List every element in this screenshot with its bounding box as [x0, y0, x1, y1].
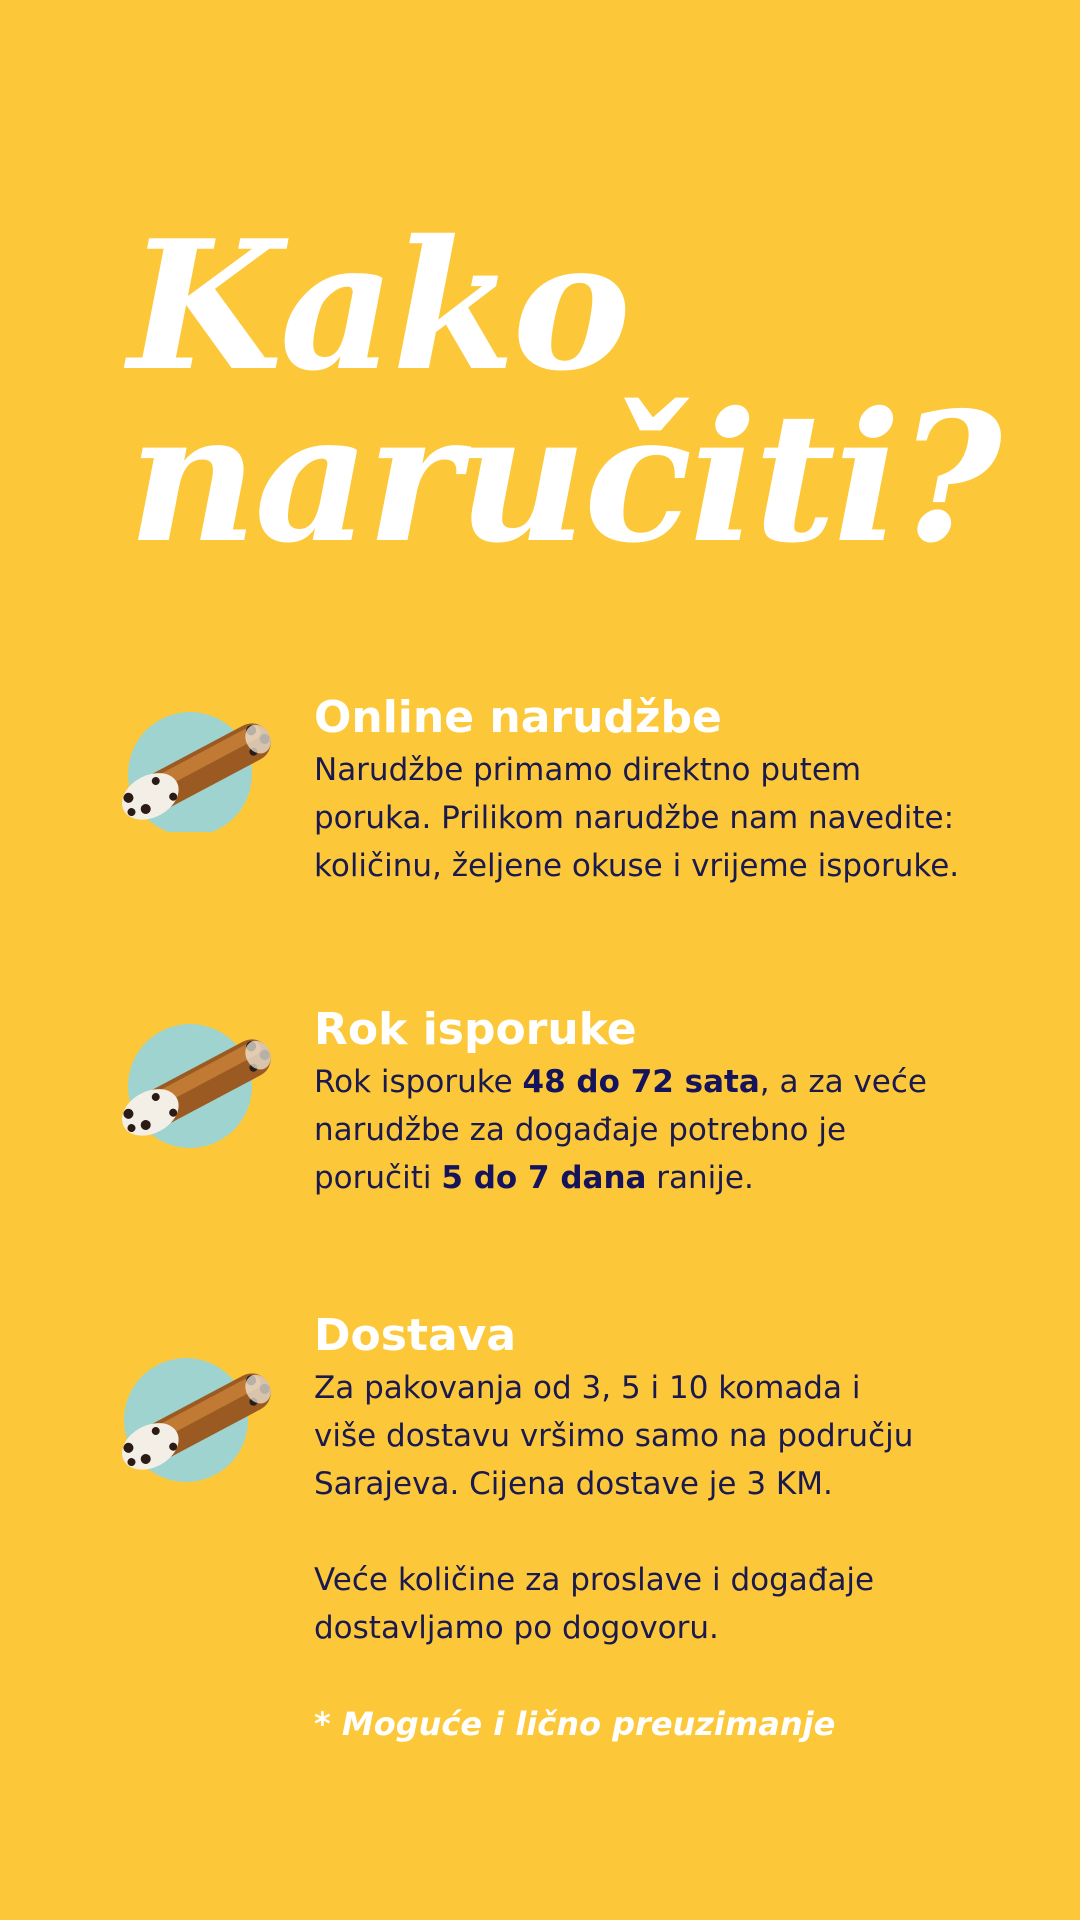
page-title [128, 201, 1000, 582]
title-line-2: naručiti? [128, 373, 1000, 582]
section-body-secondary [314, 1556, 1014, 1652]
section-text [314, 690, 1014, 890]
body-line [314, 1058, 1014, 1106]
body-line: Sarajeva. Cijena dostave je 3 KM. [314, 1466, 833, 1502]
body-line: količinu, željene okuse i vrijeme isporuke. [314, 848, 960, 884]
section-text [314, 1308, 1014, 1748]
pickup-note: * Moguće i lično preuzimanje [314, 1705, 836, 1743]
body-text: Rok isporuke [314, 1064, 523, 1100]
body-text: , a za veće [759, 1064, 927, 1100]
section-body [314, 1058, 1014, 1202]
section-body [314, 1364, 1014, 1508]
body-line: više dostavu vršimo samo na području [314, 1418, 914, 1454]
body-line: Za pakovanja od 3, 5 i 10 komada i [314, 1370, 861, 1406]
body-text: poručiti [314, 1160, 442, 1196]
section-heading: Rok isporuke [314, 1004, 637, 1055]
body-line: Veće količine za proslave i događaje [314, 1562, 875, 1598]
section-text [314, 1002, 1014, 1202]
highlight-48-72-hours: 48 do 72 sata [522, 1064, 760, 1100]
body-text: ranije. [646, 1160, 754, 1196]
body-line: narudžbe za događaje potrebno je [314, 1112, 847, 1148]
body-line [314, 1154, 1014, 1202]
title-line-1: Kako [128, 201, 629, 410]
highlight-5-7-days: 5 do 7 dana [441, 1160, 647, 1196]
spacer [314, 1508, 1014, 1556]
spacer [314, 1652, 1014, 1700]
body-line: poruka. Prilikom narudžbe nam navedite: [314, 800, 955, 836]
cannoli-icon [104, 702, 286, 832]
cannoli-icon [104, 1022, 286, 1152]
body-line: dostavljamo po dogovoru. [314, 1610, 719, 1646]
section-body [314, 746, 1014, 890]
section-heading: Dostava [314, 1310, 517, 1361]
section-heading: Online narudžbe [314, 692, 722, 743]
body-line: Narudžbe primamo direktno putem [314, 752, 862, 788]
cannoli-icon [104, 1356, 286, 1486]
